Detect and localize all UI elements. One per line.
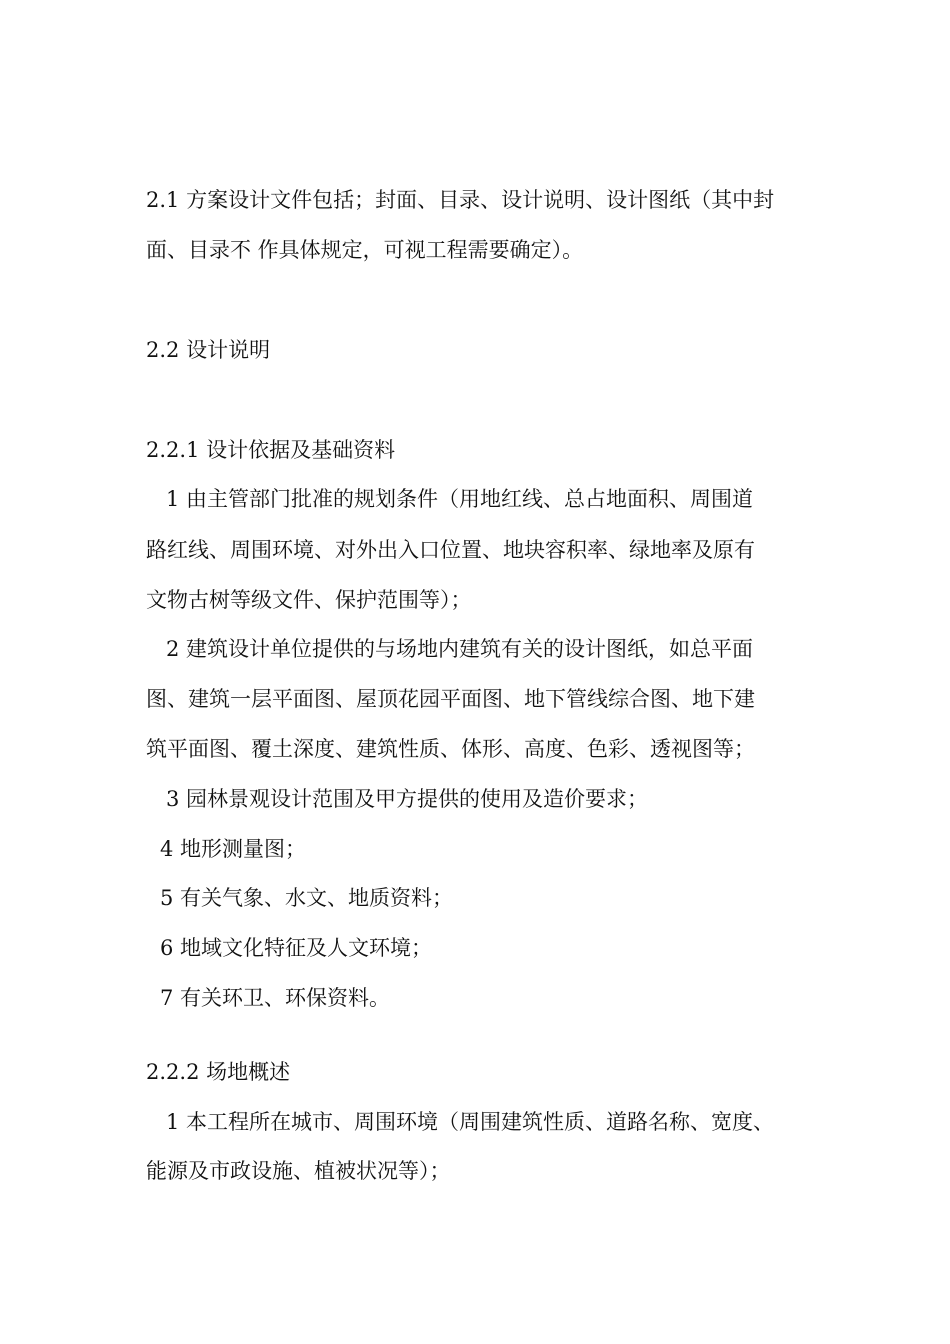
section-2-2-2-heading: 2.2.2 场地概述 bbox=[146, 1060, 291, 1084]
item-3: 3 园林景观设计范围及甲方提供的使用及造价要求； bbox=[166, 787, 649, 811]
site-item-1-line-1: 1 本工程所在城市、周围环境（周围建筑性质、道路名称、宽度、 bbox=[166, 1110, 775, 1134]
item-2-line-1: 2 建筑设计单位提供的与场地内建筑有关的设计图纸，如总平面 bbox=[166, 637, 754, 661]
item-5: 5 有关气象、水文、地质资料； bbox=[160, 886, 454, 910]
item-6: 6 地域文化特征及人文环境； bbox=[160, 936, 433, 960]
item-4: 4 地形测量图； bbox=[160, 837, 307, 861]
item-2-line-2: 图、建筑一层平面图、屋顶花园平面图、地下管线综合图、地下建 bbox=[146, 687, 755, 711]
section-2-2-1-heading: 2.2.1 设计依据及基础资料 bbox=[146, 438, 396, 462]
section-2-2-heading: 2.2 设计说明 bbox=[146, 338, 271, 362]
item-7: 7 有关环卫、环保资料。 bbox=[160, 986, 391, 1010]
section-2-1-line-2: 面、目录不 作具体规定，可视工程需要确定）。 bbox=[146, 238, 584, 262]
item-1-line-2: 路红线、周围环境、对外出入口位置、地块容积率、绿地率及原有 bbox=[146, 538, 755, 562]
item-1-line-3: 文物古树等级文件、保护范围等）； bbox=[146, 588, 472, 612]
site-item-1-line-2: 能源及市政设施、植被状况等）； bbox=[146, 1159, 451, 1183]
item-1-line-1: 1 由主管部门批准的规划条件（用地红线、总占地面积、周围道 bbox=[166, 487, 754, 511]
section-2-1-line-1: 2.1 方案设计文件包括；封面、目录、设计说明、设计图纸（其中封 bbox=[146, 188, 775, 212]
item-2-line-3: 筑平面图、覆土深度、建筑性质、体形、高度、色彩、透视图等； bbox=[146, 737, 755, 761]
